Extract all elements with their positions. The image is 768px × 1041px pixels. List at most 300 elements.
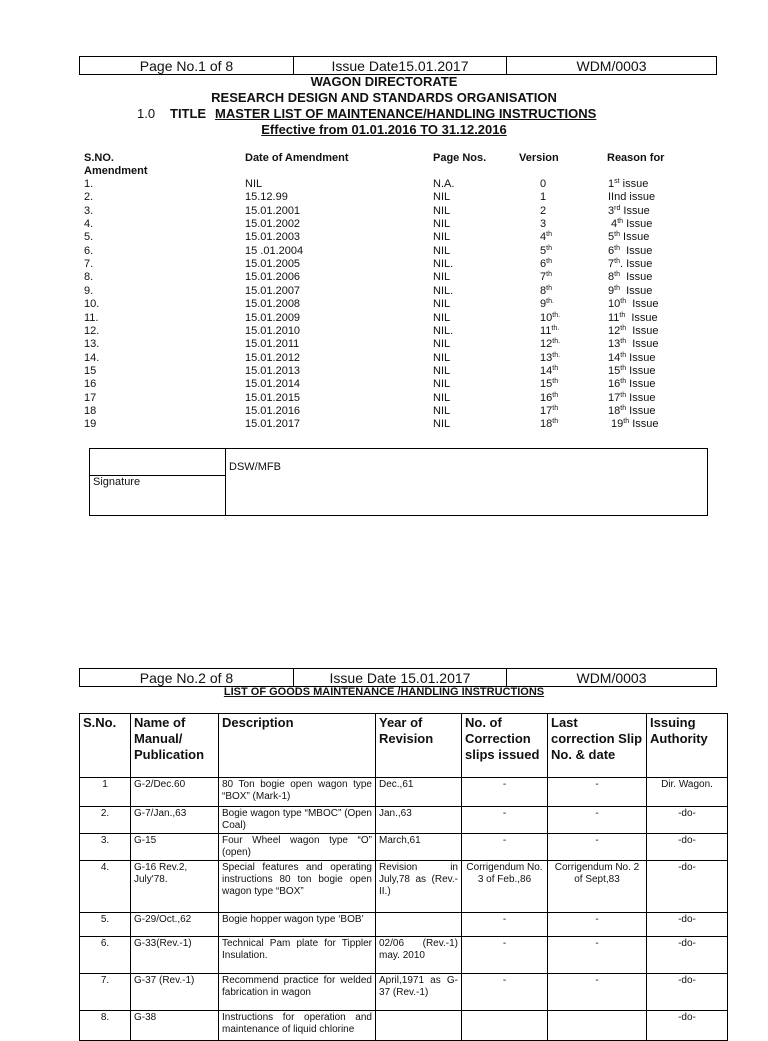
cell-authority: -do- — [647, 937, 728, 974]
header-name: Name of Manual/ Publication — [131, 714, 219, 778]
row-version — [540, 178, 546, 190]
col-sno: S.NO. — [84, 152, 114, 164]
row-pages: NIL — [433, 391, 451, 404]
table-row — [80, 807, 728, 834]
effective-period: Effective from 01.01.2016 TO 31.12.2016 — [261, 122, 507, 137]
row-sno: 2. — [84, 191, 94, 204]
version-number: 10 — [540, 311, 553, 324]
org-name: WAGON DIRECTORATE — [310, 74, 458, 89]
version-number: 0 — [540, 178, 547, 190]
version-suffix: th. — [551, 324, 560, 332]
list-item — [0, 338, 768, 351]
reason-suffix: th — [620, 298, 627, 306]
cell-sno: 5. — [80, 913, 131, 937]
row-pages: NIL — [433, 298, 451, 311]
version-suffix: th. — [552, 311, 561, 319]
version-suffix: th — [546, 284, 552, 292]
row-version — [540, 298, 554, 310]
version-suffix: th — [552, 364, 559, 372]
row-pages: NIL — [433, 311, 451, 324]
cell-last-correction: Corrigendum No. 2 of Sept,83 — [548, 861, 647, 913]
cell-authority: -do- — [647, 834, 728, 861]
reason-word: Issue — [626, 391, 656, 404]
reason-number: 11 — [608, 311, 620, 324]
row-date: 15.01.2013 — [245, 364, 301, 377]
cell-sno: 6. — [80, 937, 131, 974]
version-suffix: th — [552, 418, 559, 426]
cell-year — [376, 913, 462, 937]
table-row — [80, 861, 728, 913]
reason-word: Issue — [619, 231, 650, 244]
table-body — [80, 778, 728, 1041]
table-row — [80, 937, 728, 974]
cell-authority: -do- — [647, 913, 728, 937]
cell-correction-count: Corrigendum No. 3 of Feb.,86 — [462, 861, 548, 913]
reason-suffix: th — [620, 324, 627, 332]
list-item — [0, 191, 768, 204]
version-suffix: th — [546, 244, 552, 252]
list-item — [0, 312, 768, 325]
row-pages: NIL — [433, 191, 451, 204]
row-sno: 17 — [84, 391, 97, 404]
reason-number: 19 — [608, 418, 624, 431]
header-last-correction: Last correction Slip No. & date — [548, 714, 647, 778]
document-title: MASTER LIST OF MAINTENANCE/HANDLING INSTRUCTIONS — [215, 106, 597, 121]
row-version — [540, 392, 558, 404]
reason-word: Issue — [623, 218, 653, 231]
row-reason — [608, 218, 652, 230]
cell-name: G-16 Rev.2, July'78. — [131, 861, 219, 913]
row-date: 15.01.2002 — [245, 218, 301, 231]
row-date: 15.01.2001 — [245, 204, 301, 217]
cell-description: Four Wheel wagon type “O” (open) — [219, 834, 376, 861]
header-authority: Issuing Authority — [647, 714, 728, 778]
page1-header-box — [79, 56, 717, 75]
row-date: 15.01.2017 — [245, 418, 301, 431]
reason-suffix: th — [619, 311, 626, 319]
list-item — [0, 392, 768, 405]
row-sno: 15 — [84, 364, 97, 377]
cell-last-correction: - — [548, 913, 647, 937]
cell-last-correction: - — [548, 778, 647, 807]
reason-suffix: th — [620, 364, 627, 372]
row-sno: 12. — [84, 324, 100, 337]
version-number: 9 — [540, 298, 547, 311]
version-suffix: th — [546, 271, 552, 279]
row-sno: 5. — [84, 231, 94, 244]
document-code: WDM/0003 — [576, 57, 647, 74]
version-number: 7 — [540, 271, 547, 284]
row-pages: NIL — [433, 378, 451, 391]
version-number: 6 — [540, 258, 547, 271]
reason-number: 8 — [608, 271, 615, 284]
list-item — [0, 378, 768, 391]
list-item — [0, 285, 768, 298]
signatory-name: DSW/MFB — [229, 461, 281, 473]
reason-number: IInd issue — [608, 191, 656, 204]
cell-year: Jan.,63 — [376, 807, 462, 834]
row-pages: NIL. — [433, 284, 454, 297]
cell-sno: 8. — [80, 1011, 131, 1041]
cell-description: Special features and operating instructions 80 ton bogie open wagon type “BOX” — [219, 861, 376, 913]
reason-word: Issue — [626, 298, 659, 311]
row-reason — [608, 392, 655, 404]
col-version: Version — [519, 152, 559, 164]
row-reason — [608, 405, 655, 417]
row-sno: 16 — [84, 378, 97, 391]
row-reason — [608, 325, 659, 337]
row-reason — [608, 178, 648, 190]
cell-year: March,61 — [376, 834, 462, 861]
row-reason — [608, 271, 652, 283]
col-date: Date of Amendment — [245, 152, 349, 164]
row-pages: NIL. — [433, 258, 454, 271]
list-item — [0, 405, 768, 418]
row-pages: NIL — [433, 231, 451, 244]
reason-suffix: th — [620, 378, 627, 386]
cell-correction-count — [462, 1011, 548, 1041]
row-pages: NIL — [433, 364, 451, 377]
title-word: TITLE — [170, 106, 207, 121]
signature-divider — [225, 449, 226, 515]
version-number: 2 — [540, 204, 547, 217]
reason-suffix: th — [614, 231, 620, 239]
cell-description: Bogie hopper wagon type ‘BOB’ — [219, 913, 376, 937]
row-version — [540, 338, 560, 350]
row-reason — [608, 231, 649, 243]
reason-suffix: th — [620, 404, 627, 412]
cell-sno: 4. — [80, 861, 131, 913]
row-date: 15.01.2007 — [245, 284, 301, 297]
row-pages: NIL — [433, 338, 451, 351]
reason-word: issue — [619, 178, 649, 190]
cell-year: April,1971 as G-37 (Rev.-1) — [376, 974, 462, 1011]
cell-year — [376, 1011, 462, 1041]
goods-instructions-table — [79, 713, 728, 1041]
row-reason — [608, 191, 655, 203]
row-pages: NIL — [433, 271, 451, 284]
row-version — [540, 325, 559, 337]
cell-authority: -do- — [647, 861, 728, 913]
reason-suffix: th — [614, 284, 620, 292]
cell-authority: Dir. Wagon. — [647, 778, 728, 807]
cell-sno: 7. — [80, 974, 131, 1011]
reason-word: Issue — [620, 204, 650, 217]
reason-number: 10 — [608, 298, 621, 311]
row-version — [540, 352, 560, 364]
row-pages: N.A. — [433, 178, 455, 190]
reason-number: 13 — [608, 338, 621, 351]
reason-number: 16 — [608, 378, 621, 391]
row-pages: NIL — [433, 351, 451, 364]
list-item — [0, 218, 768, 231]
reason-word: Issue — [626, 324, 659, 337]
reason-word: Issue — [626, 404, 656, 417]
reason-word: Issue — [619, 271, 653, 284]
cell-sno: 3. — [80, 834, 131, 861]
cell-correction-count: - — [462, 778, 548, 807]
row-version — [540, 418, 558, 430]
reason-word: Issue — [625, 311, 658, 324]
row-version — [540, 245, 552, 257]
version-suffix: th. — [552, 338, 561, 346]
cell-description: Recommend practice for welded fabrication in wagon — [219, 974, 376, 1011]
cell-correction-count: - — [462, 913, 548, 937]
org-full-name: RESEARCH DESIGN AND STANDARDS ORGANISATION — [211, 90, 557, 105]
issue-date: Issue Date 15.01.2017 — [294, 669, 507, 686]
cell-sno: 1 — [80, 778, 131, 807]
row-date: NIL — [245, 178, 263, 190]
reason-suffix: th — [620, 391, 627, 399]
cell-name: G-38 — [131, 1011, 219, 1041]
reason-number: 4 — [608, 218, 618, 231]
version-suffix: th — [552, 404, 559, 412]
row-version — [540, 405, 558, 417]
cell-sno: 2. — [80, 807, 131, 834]
version-number: 3 — [540, 218, 547, 231]
cell-last-correction — [548, 1011, 647, 1041]
row-sno: 1. — [84, 178, 94, 190]
reason-number: 7 — [608, 258, 615, 271]
cell-name: G-37 (Rev.-1) — [131, 974, 219, 1011]
reason-suffix: st — [614, 178, 620, 185]
version-number: 12 — [540, 338, 553, 351]
cell-description: 80 Ton bogie open wagon type “BOX” (Mark-1) — [219, 778, 376, 807]
reason-word: Issue — [626, 364, 656, 377]
row-version — [540, 218, 546, 230]
cell-description: Instructions for operation and maintenance of liquid chlorine — [219, 1011, 376, 1041]
list-item — [0, 418, 768, 431]
reason-suffix: th — [614, 271, 620, 279]
version-suffix: th. — [552, 351, 561, 359]
row-reason — [608, 298, 659, 310]
reason-word: . Issue — [619, 258, 653, 271]
row-date: 15.01.2010 — [245, 324, 301, 337]
row-date: 15.01.2009 — [245, 311, 301, 324]
page-number: Page No.1 of 8 — [80, 57, 294, 74]
reason-suffix: th — [620, 351, 627, 359]
row-date: 15.01.2015 — [245, 391, 301, 404]
reason-number: 17 — [608, 391, 621, 404]
cell-correction-count: - — [462, 937, 548, 974]
row-version — [540, 285, 552, 297]
row-sno: 14. — [84, 351, 100, 364]
reason-number: 15 — [608, 364, 621, 377]
version-number: 1 — [540, 191, 547, 204]
row-date: 15.01.2008 — [245, 298, 301, 311]
list-item — [0, 178, 768, 191]
version-suffix: th — [546, 258, 552, 266]
cell-description: Bogie wagon type “MBOC” (Open Coal) — [219, 807, 376, 834]
row-date: 15.01.2014 — [245, 378, 301, 391]
issue-date: Issue Date15.01.2017 — [294, 57, 507, 74]
reason-suffix: th — [614, 258, 620, 266]
row-reason — [608, 378, 655, 390]
cell-correction-count: - — [462, 834, 548, 861]
row-pages: NIL — [433, 218, 451, 231]
reason-word: Issue — [619, 244, 653, 257]
col-amendment: Amendment — [84, 165, 148, 177]
row-reason — [608, 418, 659, 430]
version-number: 18 — [540, 418, 553, 431]
cell-year: Revision in July,78 as (Rev.-II.) — [376, 861, 462, 913]
table-row — [80, 1011, 728, 1041]
list-item — [0, 352, 768, 365]
version-suffix: th — [552, 391, 559, 399]
version-number: 13 — [540, 351, 553, 364]
row-date: 15.01.2012 — [245, 351, 301, 364]
version-number: 15 — [540, 378, 553, 391]
version-number: 5 — [540, 244, 547, 257]
reason-number: 5 — [608, 231, 615, 244]
list-item — [0, 231, 768, 244]
reason-number: 12 — [608, 324, 621, 337]
reason-number: 14 — [608, 351, 621, 364]
list-item — [0, 365, 768, 378]
cell-name: G-33(Rev.-1) — [131, 937, 219, 974]
reason-number: 18 — [608, 404, 621, 417]
row-sno: 19 — [84, 418, 97, 431]
version-suffix: th. — [546, 298, 554, 306]
reason-word: Issue — [619, 284, 653, 297]
table-row — [80, 834, 728, 861]
cell-correction-count: - — [462, 807, 548, 834]
row-sno: 7. — [84, 258, 94, 271]
signature-label: Signature — [93, 476, 141, 488]
cell-authority: -do- — [647, 1011, 728, 1041]
row-pages: NIL — [433, 204, 451, 217]
cell-authority: -do- — [647, 807, 728, 834]
cell-name: G-15 — [131, 834, 219, 861]
cell-last-correction: - — [548, 834, 647, 861]
header-year: Year of Revision — [376, 714, 462, 778]
row-version — [540, 231, 552, 243]
version-suffix: th — [546, 231, 552, 239]
row-date: 15.01.2006 — [245, 271, 301, 284]
reason-word: Issue — [629, 418, 659, 431]
row-version — [540, 365, 558, 377]
cell-year: Dec.,61 — [376, 778, 462, 807]
row-version — [540, 312, 560, 324]
header-description: Description — [219, 714, 376, 778]
signature-box — [89, 448, 708, 516]
version-number: 8 — [540, 284, 547, 297]
document-code: WDM/0003 — [576, 669, 647, 686]
cell-name: G-2/Dec.60 — [131, 778, 219, 807]
row-sno: 6. — [84, 244, 94, 257]
col-reason: Reason for — [607, 152, 665, 164]
row-date: 15.12.99 — [245, 191, 288, 204]
row-reason — [608, 258, 652, 270]
row-date: 15.01.2005 — [245, 258, 301, 271]
list-title: LIST OF GOODS MAINTENANCE /HANDLING INSTRUCTIONS — [223, 686, 545, 698]
reason-number: 1 — [608, 178, 615, 190]
version-number: 14 — [540, 364, 553, 377]
row-date: 15.01.2011 — [245, 338, 300, 351]
cell-authority: -do- — [647, 974, 728, 1011]
row-version — [540, 191, 546, 203]
table-header-row — [80, 714, 728, 778]
row-reason — [608, 285, 652, 297]
reason-word: Issue — [626, 351, 656, 364]
row-pages: NIL — [433, 404, 451, 417]
cell-description: Technical Pam plate for Tippler Insulation. — [219, 937, 376, 974]
row-sno: 8. — [84, 271, 94, 284]
reason-suffix: th — [623, 418, 630, 426]
row-date: 15.01.2003 — [245, 231, 301, 244]
row-sno: 13. — [84, 338, 100, 351]
version-number: 16 — [540, 391, 553, 404]
reason-word: Issue — [626, 378, 656, 391]
version-number: 4 — [540, 231, 547, 244]
reason-suffix: th — [617, 218, 624, 226]
table-row — [80, 913, 728, 937]
list-item — [0, 325, 768, 338]
row-version — [540, 205, 546, 217]
page-number: Page No.2 of 8 — [80, 669, 294, 686]
row-reason — [608, 365, 655, 377]
page2-header-box — [79, 668, 717, 687]
reason-suffix: th — [620, 338, 627, 346]
row-sno: 4. — [84, 218, 94, 231]
list-item — [0, 245, 768, 258]
version-number: 17 — [540, 404, 553, 417]
row-sno: 3. — [84, 204, 94, 217]
list-item — [0, 258, 768, 271]
row-pages: NIL — [433, 418, 451, 431]
reason-number: 6 — [608, 244, 615, 257]
reason-number: 3 — [608, 204, 615, 217]
row-pages: NIL. — [433, 324, 454, 337]
cell-last-correction: - — [548, 807, 647, 834]
row-reason — [608, 245, 652, 257]
row-sno: 18 — [84, 404, 97, 417]
cell-name: G-29/Oct.,62 — [131, 913, 219, 937]
list-item — [0, 271, 768, 284]
row-pages: NIL — [433, 244, 451, 257]
row-version — [540, 378, 558, 390]
row-reason — [608, 338, 659, 350]
list-item — [0, 205, 768, 218]
row-date: 15.01.2016 — [245, 404, 301, 417]
cell-last-correction: - — [548, 937, 647, 974]
title-number: 1.0 — [137, 106, 156, 121]
row-sno: 11. — [84, 311, 99, 324]
header-correction-count: No. of Correction slips issued — [462, 714, 548, 778]
header-sno: S.No. — [80, 714, 131, 778]
cell-last-correction: - — [548, 974, 647, 1011]
reason-number: 9 — [608, 284, 615, 297]
row-reason — [608, 312, 658, 324]
reason-suffix: th — [614, 244, 620, 252]
row-sno: 9. — [84, 284, 94, 297]
reason-word: Issue — [626, 338, 659, 351]
row-version — [540, 258, 552, 270]
row-reason — [608, 205, 650, 217]
row-date: 15 .01.2004 — [245, 244, 304, 257]
col-pages: Page Nos. — [433, 152, 487, 164]
cell-correction-count: - — [462, 974, 548, 1011]
list-item — [0, 298, 768, 311]
row-reason — [608, 352, 655, 364]
row-version — [540, 271, 552, 283]
table-row — [80, 974, 728, 1011]
table-row — [80, 778, 728, 807]
version-number: 11 — [540, 324, 552, 337]
cell-name: G-7/Jan.,63 — [131, 807, 219, 834]
version-suffix: th — [552, 378, 559, 386]
cell-year: 02/06 (Rev.-1) may. 2010 — [376, 937, 462, 974]
